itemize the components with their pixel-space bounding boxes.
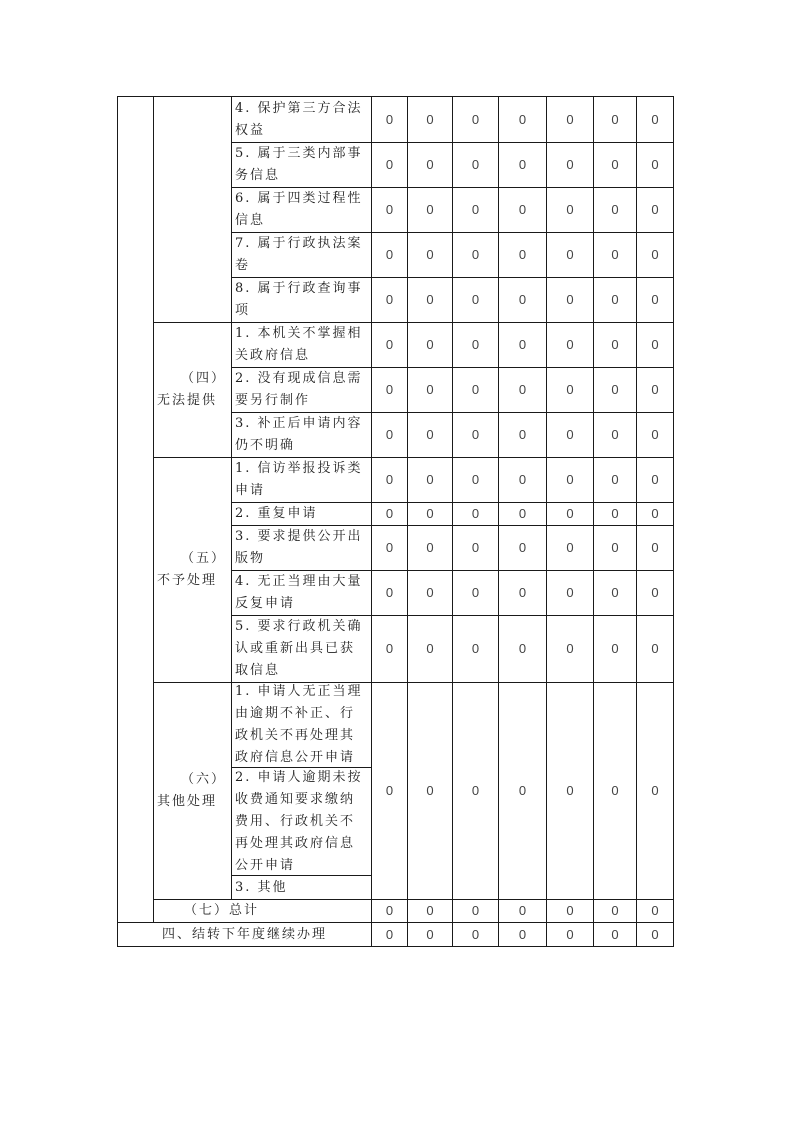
value-cell: 0: [546, 525, 594, 571]
value-cell: 0: [407, 615, 453, 683]
value-cell: 0: [407, 277, 453, 323]
value-cell: 0: [371, 96, 408, 143]
value-cell: 0: [636, 502, 674, 526]
value-cell: 0: [407, 187, 453, 233]
group-header-cell: [153, 96, 232, 323]
value-cell: 0: [636, 322, 674, 368]
value-cell: 0: [593, 322, 637, 368]
value-cell: 0: [636, 457, 674, 503]
row-label-cell: [231, 142, 372, 188]
value-cell: 0: [593, 367, 637, 413]
total-label: （七）总计: [184, 903, 260, 918]
value-cell: 0: [407, 96, 453, 143]
row-label: 8. 属于行政查询事项: [235, 281, 363, 318]
carry-over-value-cell: 0: [546, 922, 594, 947]
value-cell: 0: [593, 502, 637, 526]
value-cell: 0: [546, 615, 594, 683]
row-label-cell: [231, 367, 372, 413]
value-cell: 0: [498, 570, 547, 616]
row-label: 1. 信访举报投诉类申请: [235, 461, 363, 498]
value-cell: 0: [407, 322, 453, 368]
value-cell: 0: [452, 412, 499, 458]
value-cell: 0: [498, 412, 547, 458]
carry-over-label-cell: [117, 922, 372, 947]
row-label: 5. 要求行政机关确认或重新出具已获取信息: [235, 619, 363, 678]
value-cell: 0: [407, 367, 453, 413]
value-cell: 0: [452, 142, 499, 188]
row-label: 3. 补正后申请内容仍不明确: [235, 416, 363, 453]
carry-over-label: 四、结转下年度继续办理: [161, 926, 327, 942]
value-cell: 0: [452, 277, 499, 323]
value-cell: 0: [498, 322, 547, 368]
row-label: 5. 属于三类内部事务信息: [235, 146, 363, 183]
value-cell: 0: [593, 187, 637, 233]
value-cell: 0: [546, 187, 594, 233]
value-cell: 0: [407, 525, 453, 571]
value-cell: 0: [593, 412, 637, 458]
value-cell: 0: [546, 142, 594, 188]
carry-over-value-cell: 0: [371, 922, 408, 947]
value-cell: 0: [452, 322, 499, 368]
value-cell: 0: [498, 232, 547, 278]
value-cell: 0: [636, 142, 674, 188]
total-value-cell: 0: [498, 899, 547, 923]
value-cell: 0: [593, 457, 637, 503]
value-cell: 0: [452, 187, 499, 233]
group-name: 不予处理: [157, 573, 218, 588]
row-label: 2. 没有现成信息需要另行制作: [235, 371, 363, 408]
total-value-cell: 0: [452, 899, 499, 923]
value-cell: 0: [407, 570, 453, 616]
row-label-cell: [231, 412, 372, 458]
value-cell: 0: [498, 457, 547, 503]
value-cell: 0: [452, 525, 499, 571]
total-value-cell: 0: [636, 899, 674, 923]
row-label-cell: [231, 875, 372, 900]
value-cell: 0: [371, 570, 408, 616]
row-label: 2. 重复申请: [235, 506, 318, 521]
value-cell: 0: [593, 615, 637, 683]
value-cell: 0: [498, 96, 547, 143]
value-cell: 0: [498, 367, 547, 413]
merged-value-cell: 0: [546, 682, 594, 900]
value-cell: 0: [593, 525, 637, 571]
total-value-cell: 0: [593, 899, 637, 923]
row-label-cell: [231, 277, 372, 323]
value-cell: 0: [636, 615, 674, 683]
row-label: 6. 属于四类过程性信息: [235, 191, 363, 228]
row-label-cell: [231, 767, 372, 876]
group-name: 无法提供: [157, 393, 218, 408]
value-cell: 0: [452, 570, 499, 616]
total-value-cell: 0: [546, 899, 594, 923]
row-label: 4. 保护第三方合法权益: [235, 100, 363, 138]
carry-over-value-cell: 0: [636, 922, 674, 947]
value-cell: 0: [371, 412, 408, 458]
value-cell: 0: [407, 232, 453, 278]
value-cell: 0: [452, 232, 499, 278]
value-cell: 0: [546, 96, 594, 143]
group-label: [154, 548, 231, 592]
value-cell: 0: [636, 232, 674, 278]
value-cell: 0: [546, 457, 594, 503]
value-cell: 0: [546, 570, 594, 616]
value-cell: 0: [636, 412, 674, 458]
value-cell: 0: [498, 187, 547, 233]
value-cell: 0: [498, 525, 547, 571]
value-cell: 0: [407, 457, 453, 503]
value-cell: 0: [452, 457, 499, 503]
value-cell: 0: [452, 367, 499, 413]
value-cell: 0: [498, 502, 547, 526]
value-cell: 0: [407, 412, 453, 458]
row-label-cell: [231, 457, 372, 503]
merged-value-cell: 0: [371, 682, 408, 900]
value-cell: 0: [546, 502, 594, 526]
row-label: 1. 本机关不掌握相关政府信息: [235, 326, 363, 363]
value-cell: 0: [371, 142, 408, 188]
group-header-cell: [153, 457, 232, 683]
value-cell: 0: [593, 570, 637, 616]
value-cell: 0: [636, 570, 674, 616]
value-cell: 0: [546, 277, 594, 323]
row-label-cell: [231, 502, 372, 526]
merged-value-cell: 0: [407, 682, 453, 900]
row-label-cell: [231, 322, 372, 368]
value-cell: 0: [636, 187, 674, 233]
merged-value-cell: 0: [452, 682, 499, 900]
row-label-cell: [231, 232, 372, 278]
value-cell: 0: [498, 142, 547, 188]
value-cell: 0: [371, 457, 408, 503]
row-label: 1. 申请人无正当理由逾期不补正、行政机关不再处理其政府信息公开申请: [235, 684, 363, 765]
total-value-cell: 0: [371, 899, 408, 923]
value-cell: 0: [452, 615, 499, 683]
group-number: （六）: [180, 772, 226, 787]
group-label: [154, 769, 231, 813]
value-cell: 0: [593, 96, 637, 143]
group-header-cell: [153, 322, 232, 458]
row-label: 3. 要求提供公开出版物: [235, 529, 363, 566]
total-label-cell: [153, 899, 372, 923]
value-cell: 0: [546, 232, 594, 278]
group-label: [154, 368, 231, 412]
value-cell: 0: [636, 525, 674, 571]
group-name: 其他处理: [157, 794, 218, 809]
value-cell: 0: [371, 502, 408, 526]
merged-value-cell: 0: [498, 682, 547, 900]
value-cell: 0: [407, 142, 453, 188]
row-label-cell: [231, 570, 372, 616]
value-cell: 0: [407, 502, 453, 526]
row-label: 2. 申请人逾期未按收费通知要求缴纳费用、行政机关不再处理其政府信息公开申请: [235, 769, 363, 873]
value-cell: 0: [636, 96, 674, 143]
carry-over-value-cell: 0: [593, 922, 637, 947]
value-cell: 0: [593, 142, 637, 188]
value-cell: 0: [371, 525, 408, 571]
value-cell: 0: [546, 322, 594, 368]
carry-over-value-cell: 0: [452, 922, 499, 947]
value-cell: 0: [371, 277, 408, 323]
value-cell: 0: [452, 96, 499, 143]
value-cell: 0: [371, 367, 408, 413]
group-header-cell: [153, 682, 232, 900]
value-cell: 0: [498, 277, 547, 323]
row-label: 7. 属于行政执法案卷: [235, 236, 363, 273]
value-cell: 0: [636, 367, 674, 413]
group-number: （五）: [180, 551, 226, 566]
value-cell: 0: [593, 277, 637, 323]
value-cell: 0: [498, 615, 547, 683]
value-cell: 0: [371, 232, 408, 278]
value-cell: 0: [452, 502, 499, 526]
group-number: （四）: [180, 371, 226, 386]
value-cell: 0: [371, 322, 408, 368]
row-label-cell: [231, 682, 372, 768]
value-cell: 0: [546, 412, 594, 458]
merged-value-cell: 0: [636, 682, 674, 900]
row-label-cell: [231, 615, 372, 683]
row-label-cell: [231, 96, 372, 143]
value-cell: 0: [371, 615, 408, 683]
value-cell: 0: [636, 277, 674, 323]
row-label: 3. 其他: [235, 879, 288, 895]
total-value-cell: 0: [407, 899, 453, 923]
carry-over-value-cell: 0: [498, 922, 547, 947]
value-cell: 0: [546, 367, 594, 413]
merged-value-cell: 0: [593, 682, 637, 900]
row-label-cell: [231, 187, 372, 233]
carry-over-value-cell: 0: [407, 922, 453, 947]
row-label: 4. 无正当理由大量反复申请: [235, 574, 363, 611]
section-left-column: [117, 96, 154, 923]
value-cell: 0: [371, 187, 408, 233]
value-cell: 0: [593, 232, 637, 278]
row-label-cell: [231, 525, 372, 571]
